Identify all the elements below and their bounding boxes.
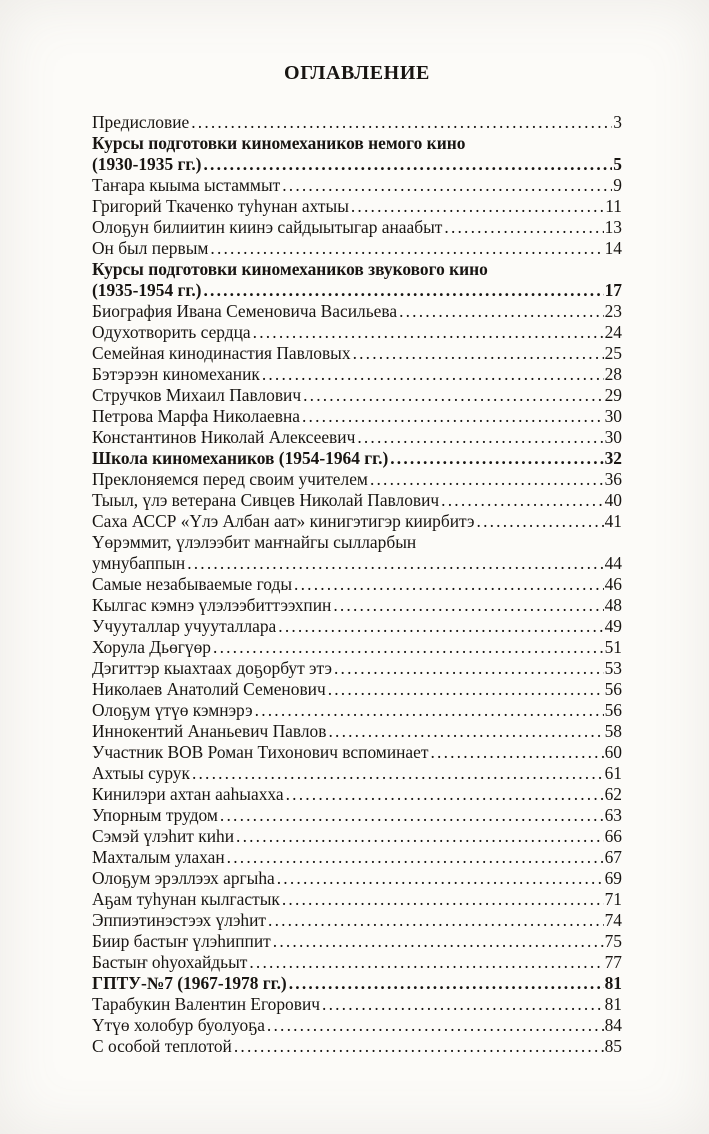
toc-entry-line xyxy=(92,658,622,679)
toc-entry-title: Саха АССР «Үлэ Албан аат» кинигэтигэр киирбитэ xyxy=(92,511,475,531)
toc-entry-title: Үтүө холобур буолуоҕа xyxy=(92,1015,265,1035)
toc-entry-line xyxy=(92,574,622,595)
toc-entry-page: 71 xyxy=(604,889,622,909)
toc-entry-page: 3 xyxy=(613,112,622,132)
dot-leader xyxy=(273,931,604,952)
toc-entry-page: 49 xyxy=(604,616,622,636)
toc-entry-title: Упорным трудом xyxy=(92,805,218,825)
dot-leader xyxy=(444,217,603,238)
toc-entry-line xyxy=(92,553,622,574)
dot-leader xyxy=(351,196,604,217)
dot-leader xyxy=(334,658,604,679)
toc-entry-title: Олоҕум эрэллээх аргыһа xyxy=(92,868,275,888)
dot-leader xyxy=(236,826,604,847)
toc-entry-title: Семейная кинодинастия Павловых xyxy=(92,343,351,363)
toc-entry-line xyxy=(92,259,622,280)
dot-leader xyxy=(333,595,603,616)
toc-entry-line xyxy=(92,1015,622,1036)
toc-entry-title: Школа киномехаников (1954-1964 гг.) xyxy=(92,448,389,468)
toc-entry-title: Он был первым xyxy=(92,238,209,258)
toc-entry-page: 5 xyxy=(613,154,622,174)
toc-entry-page: 40 xyxy=(604,490,622,510)
toc-entry-page: 9 xyxy=(613,175,622,195)
dot-leader xyxy=(328,679,604,700)
dot-leader xyxy=(322,994,604,1015)
toc-entry-page: 23 xyxy=(604,301,622,321)
toc-entry-line xyxy=(92,469,622,490)
toc-entry-page: 44 xyxy=(604,553,622,573)
toc-entry-title: Бастыҥ оһуохайдьыт xyxy=(92,952,248,972)
toc-entry-line xyxy=(92,700,622,721)
toc-entry-page: 28 xyxy=(604,364,622,384)
toc-entry-page: 41 xyxy=(604,511,622,531)
toc-entry-title: Бэтэрээн киномеханик xyxy=(92,364,260,384)
toc-entry-line xyxy=(92,364,622,385)
toc-entry-line xyxy=(92,343,622,364)
dot-leader xyxy=(268,910,604,931)
dot-leader xyxy=(278,616,603,637)
toc-entry-line xyxy=(92,175,622,196)
toc-entry-page: 74 xyxy=(604,910,622,930)
dot-leader xyxy=(262,364,604,385)
toc-entry-title: Тыыл, үлэ ветерана Сивцев Николай Павлович xyxy=(92,490,440,510)
toc-entry-title: Преклоняемся перед своим учителем xyxy=(92,469,368,489)
dot-leader xyxy=(294,574,604,595)
toc-entry-page: 62 xyxy=(604,784,622,804)
toc-entry-page: 60 xyxy=(604,742,622,762)
dot-leader xyxy=(267,1015,604,1036)
toc-entry-title: Дэгиттэр кыахтаах доҕорбут этэ xyxy=(92,658,332,678)
toc-list xyxy=(92,112,622,1057)
toc-entry-line xyxy=(92,532,622,553)
dot-leader xyxy=(234,1036,604,1057)
toc-entry-title: Эппиэтинэстээх үлэһит xyxy=(92,910,267,930)
toc-entry-page: 25 xyxy=(604,343,622,363)
toc-entry-page: 30 xyxy=(604,427,622,447)
toc-entry-title: Иннокентий Ананьевич Павлов xyxy=(92,721,327,741)
toc-entry-line xyxy=(92,133,622,154)
toc-entry-page: 69 xyxy=(604,868,622,888)
toc-entry-line xyxy=(92,427,622,448)
toc-entry-page: 77 xyxy=(604,952,622,972)
dot-leader xyxy=(220,805,604,826)
toc-entry-page: 32 xyxy=(604,448,622,468)
toc-entry-title: Хорула Дьөгүөр xyxy=(92,637,212,657)
toc-entry-title: Аҕам туһунан кылгастык xyxy=(92,889,280,909)
toc-entry-page: 67 xyxy=(604,847,622,867)
toc-entry-title: Кылгас кэмнэ үлэлээбиттээхпин xyxy=(92,595,332,615)
toc-entry-line xyxy=(92,595,622,616)
dot-leader xyxy=(203,154,612,175)
dot-leader xyxy=(213,637,604,658)
toc-entry-title: Кинилэри ахтан ааһыахха xyxy=(92,784,284,804)
dot-leader xyxy=(399,301,604,322)
toc-entry-title: (1930-1935 гг.) xyxy=(92,154,202,174)
toc-entry-page: 81 xyxy=(604,973,622,993)
dot-leader xyxy=(286,784,604,805)
toc-entry-title: Предисловие xyxy=(92,112,190,132)
toc-entry-line xyxy=(92,238,622,259)
toc-entry-line xyxy=(92,742,622,763)
toc-entry-page: 56 xyxy=(604,679,622,699)
toc-entry-page: 53 xyxy=(604,658,622,678)
toc-entry-page: 48 xyxy=(604,595,622,615)
toc-entry-line xyxy=(92,973,622,994)
toc-entry-title: С особой теплотой xyxy=(92,1036,232,1056)
toc-entry-line xyxy=(92,196,622,217)
toc-entry-page: 58 xyxy=(604,721,622,741)
dot-leader xyxy=(370,469,604,490)
page-title: ОГЛАВЛЕНИЕ xyxy=(284,62,430,84)
toc-entry-title: Махталым улахан xyxy=(92,847,225,867)
toc-entry-line xyxy=(92,616,622,637)
toc-entry-line xyxy=(92,721,622,742)
dot-leader xyxy=(357,427,603,448)
toc-entry-title: Учууталлар учууталлара xyxy=(92,616,277,636)
toc-entry-page: 36 xyxy=(604,469,622,489)
toc-entry-title: Үөрэммит, үлэлээбит маҥнайгы сылларбын xyxy=(92,532,417,552)
toc-entry-page: 17 xyxy=(604,280,622,300)
toc-entry-line xyxy=(92,931,622,952)
toc-entry-page: 75 xyxy=(604,931,622,951)
toc-entry-title: Биография Ивана Семеновича Васильева xyxy=(92,301,398,321)
toc-entry-page: 85 xyxy=(604,1036,622,1056)
dot-leader xyxy=(187,553,603,574)
toc-entry-page: 29 xyxy=(604,385,622,405)
toc-entry-title: Сэмэй үлэһит киһи xyxy=(92,826,235,846)
dot-leader xyxy=(191,112,612,133)
toc-entry-page: 81 xyxy=(604,994,622,1014)
toc-entry-line xyxy=(92,301,622,322)
dot-leader xyxy=(282,889,604,910)
dot-leader xyxy=(249,952,603,973)
toc-entry-title: Участник ВОВ Роман Тихонович вспоминает xyxy=(92,742,429,762)
dot-leader xyxy=(277,868,604,889)
toc-entry-page: 14 xyxy=(604,238,622,258)
toc-entry-line xyxy=(92,217,622,238)
toc-entry-line xyxy=(92,1036,622,1057)
toc-entry-title: Григорий Ткаченко туһунан ахтыы xyxy=(92,196,349,216)
dot-leader xyxy=(203,280,603,301)
toc-entry-page: 63 xyxy=(604,805,622,825)
toc-entry-line xyxy=(92,763,622,784)
dot-leader xyxy=(192,763,604,784)
toc-entry-title: умнубаппын xyxy=(92,553,186,573)
toc-entry-line xyxy=(92,448,622,469)
toc-entry-line xyxy=(92,154,622,175)
toc-entry-title: Одухотворить сердца xyxy=(92,322,251,342)
toc-entry-page: 61 xyxy=(604,763,622,783)
dot-leader xyxy=(289,973,604,994)
dot-leader xyxy=(353,343,604,364)
toc-entry-title: Курсы подготовки киномехаников звукового кино xyxy=(92,259,488,279)
toc-entry-line xyxy=(92,679,622,700)
toc-entry-page: 46 xyxy=(604,574,622,594)
toc-entry-page: 51 xyxy=(604,637,622,657)
dot-leader xyxy=(282,175,612,196)
dot-leader xyxy=(253,322,604,343)
toc-entry-title: Олоҕун билиитин киинэ сайдыытыгар анаабыт xyxy=(92,217,443,237)
toc-entry-line xyxy=(92,952,622,973)
toc-entry-line xyxy=(92,868,622,889)
toc-entry-title: Стручков Михаил Павлович xyxy=(92,385,302,405)
toc-entry-page: 30 xyxy=(604,406,622,426)
toc-entry-title: Тарабукин Валентин Егорович xyxy=(92,994,321,1014)
toc-entry-line xyxy=(92,511,622,532)
toc-entry-line xyxy=(92,112,622,133)
dot-leader xyxy=(430,742,603,763)
toc-entry-line xyxy=(92,490,622,511)
toc-entry-line xyxy=(92,322,622,343)
dot-leader xyxy=(227,847,604,868)
toc-entry-line xyxy=(92,784,622,805)
dot-leader xyxy=(303,385,604,406)
toc-entry-page: 11 xyxy=(605,196,622,216)
toc-entry-title: Константинов Николай Алексеевич xyxy=(92,427,356,447)
toc-entry-title: Самые незабываемые годы xyxy=(92,574,293,594)
toc-entry-title: Ахтыы сурук xyxy=(92,763,190,783)
toc-entry-line xyxy=(92,826,622,847)
dot-leader xyxy=(390,448,603,469)
toc-entry-page: 24 xyxy=(604,322,622,342)
dot-leader xyxy=(210,238,603,259)
dot-leader xyxy=(477,511,604,532)
toc-entry-title: ГПТУ-№7 (1967-1978 гг.) xyxy=(92,973,287,993)
toc-entry-line xyxy=(92,910,622,931)
toc-entry-line xyxy=(92,280,622,301)
toc-entry-title: Таҥара кыыма ыстаммыт xyxy=(92,175,281,195)
toc-entry-title: Петрова Марфа Николаевна xyxy=(92,406,300,426)
toc-entry-line xyxy=(92,637,622,658)
toc-entry-title: Олоҕум үтүө кэмнэрэ xyxy=(92,700,253,720)
toc-entry-title: Николаев Анатолий Семенович xyxy=(92,679,326,699)
toc-entry-page: 66 xyxy=(604,826,622,846)
toc-entry-line xyxy=(92,406,622,427)
toc-entry-page: 56 xyxy=(604,700,622,720)
toc-entry-page: 13 xyxy=(604,217,622,237)
toc-entry-line xyxy=(92,847,622,868)
toc-entry-line xyxy=(92,805,622,826)
toc-entry-title: Биир бастыҥ үлэһиппит xyxy=(92,931,271,951)
toc-entry-line xyxy=(92,385,622,406)
dot-leader xyxy=(328,721,603,742)
toc-entry-line xyxy=(92,889,622,910)
toc-entry-page: 84 xyxy=(604,1015,622,1035)
toc-entry-title: Курсы подготовки киномехаников немого кино xyxy=(92,133,466,153)
dot-leader xyxy=(302,406,604,427)
toc-entry-title: (1935-1954 гг.) xyxy=(92,280,202,300)
dot-leader xyxy=(255,700,604,721)
dot-leader xyxy=(441,490,603,511)
toc-entry-line xyxy=(92,994,622,1015)
